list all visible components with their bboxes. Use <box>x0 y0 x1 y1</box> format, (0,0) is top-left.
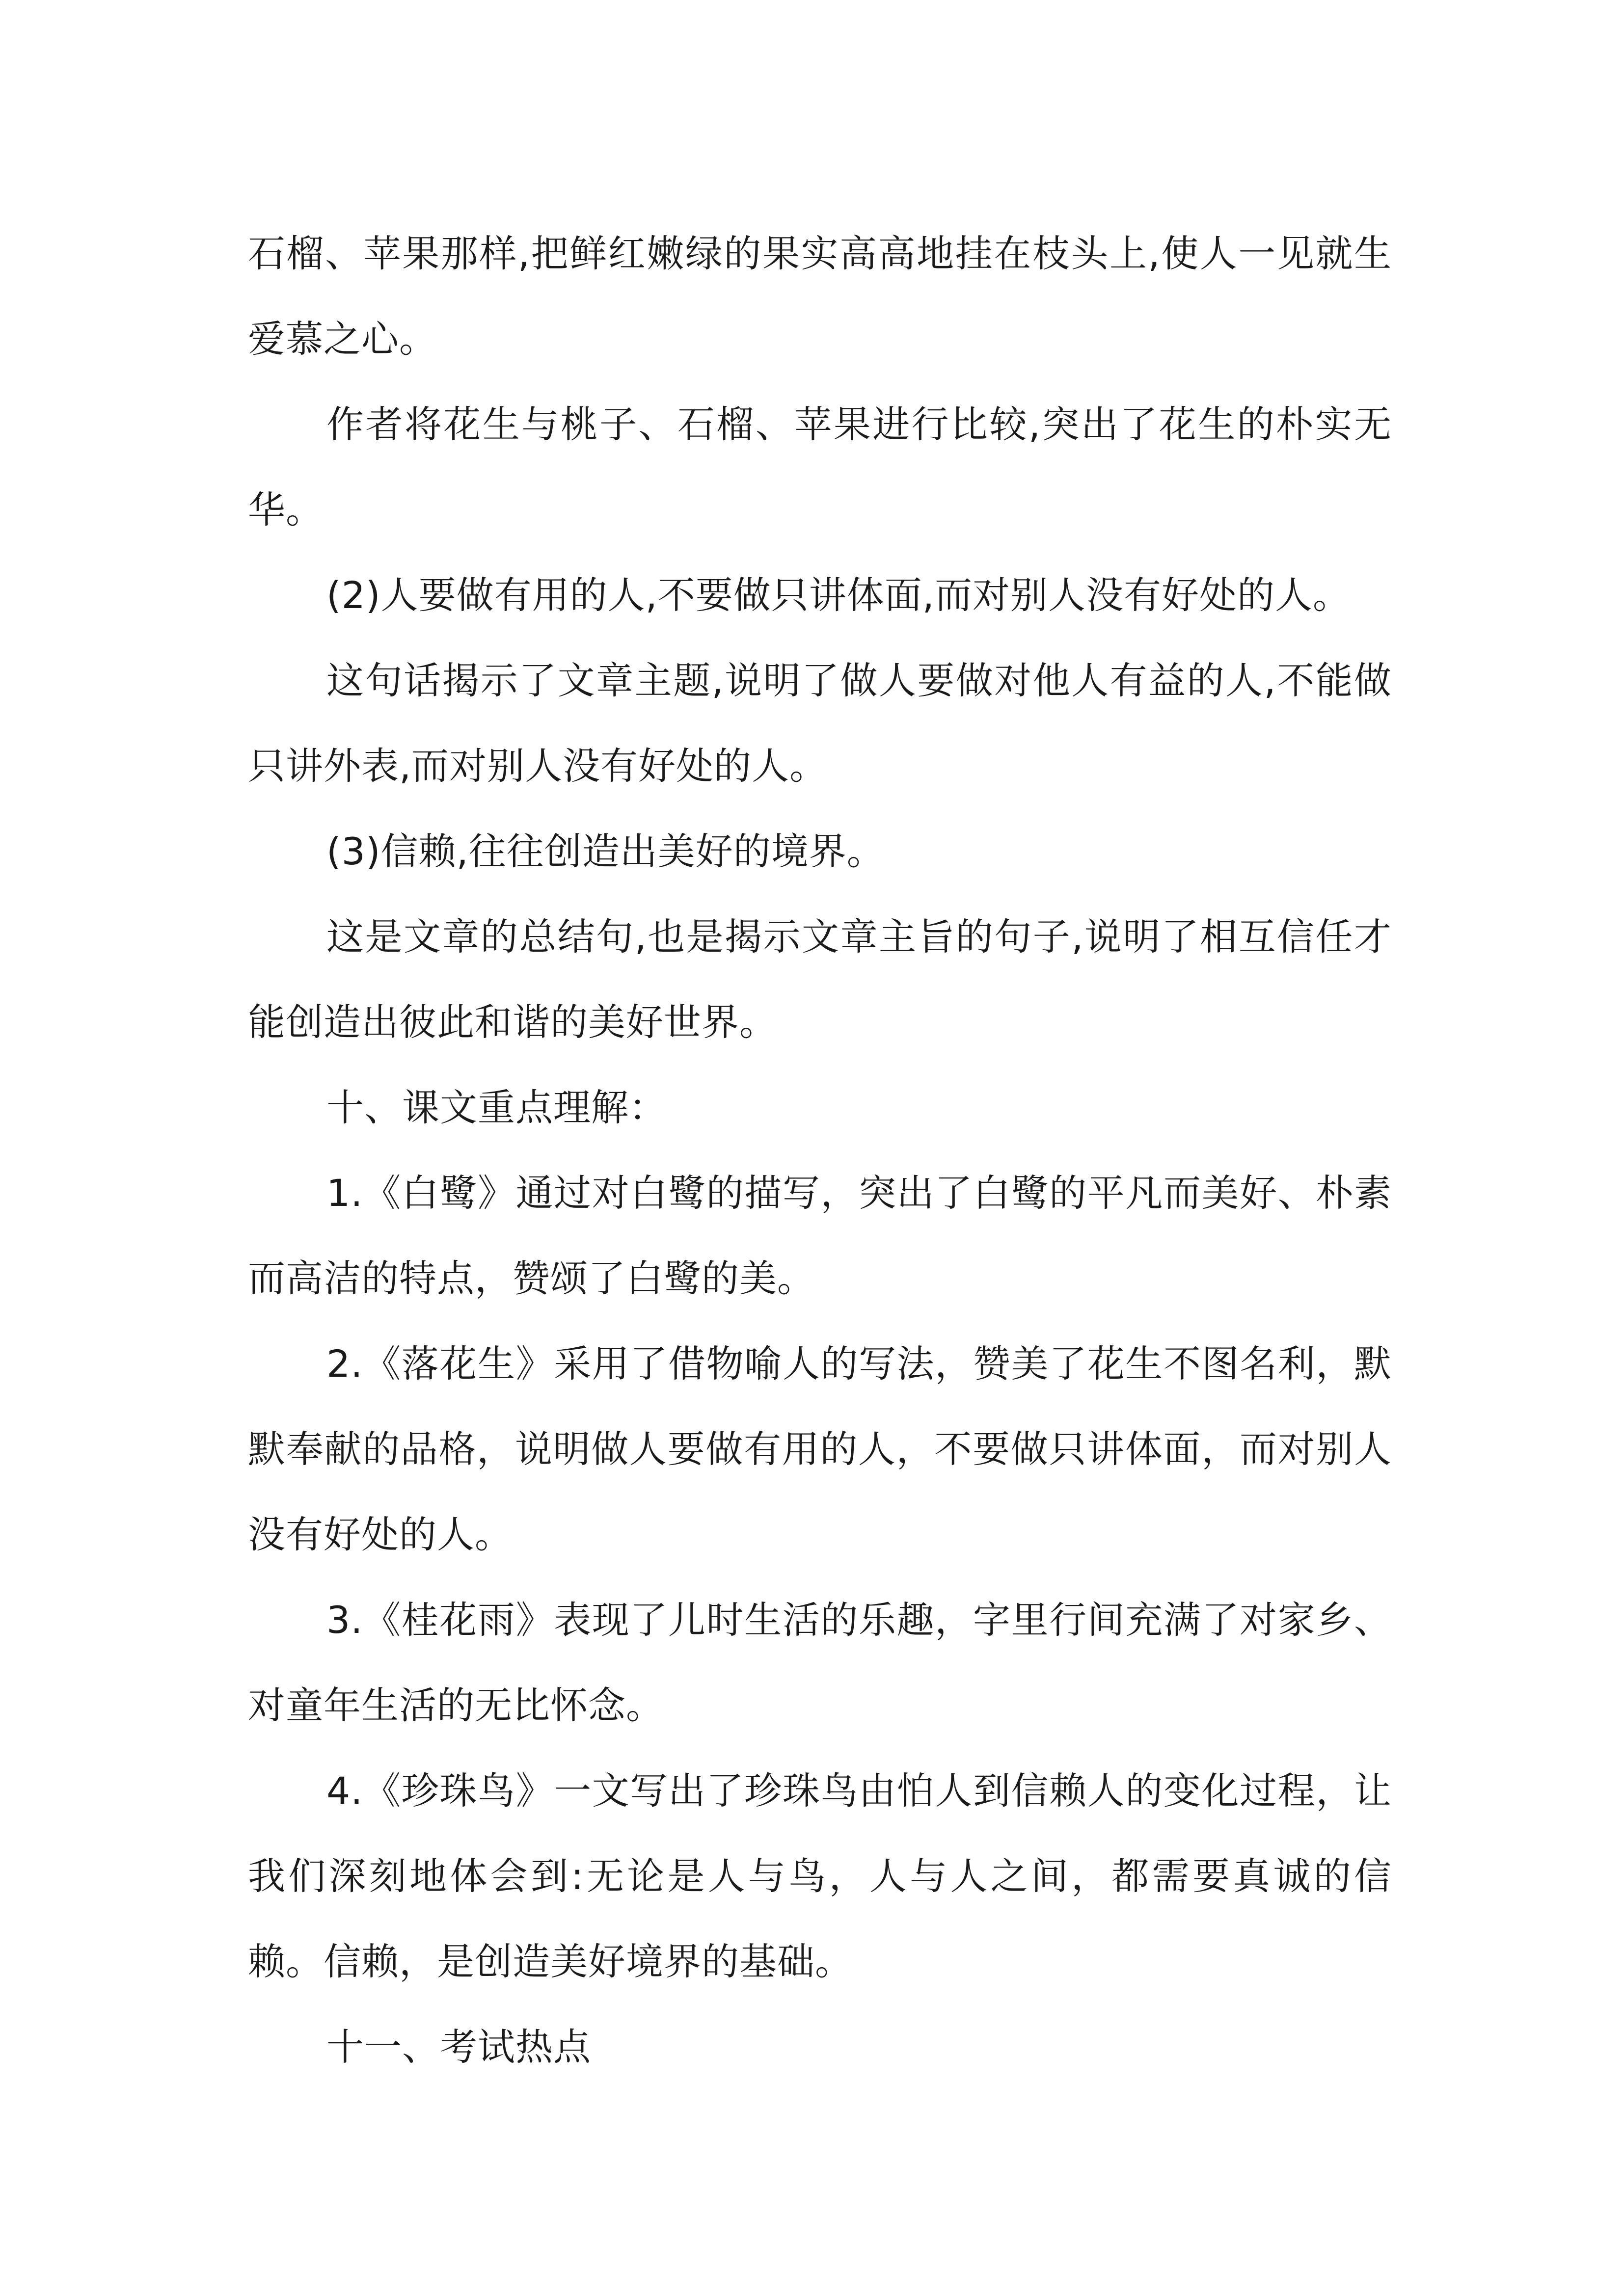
paragraph-quote-3-explanation: 这是文章的总结句,也是揭示文章主旨的句子,说明了相互信任才能创造出彼此和谐的美好世界。 <box>248 915 1392 1044</box>
paragraph-peanut-comparison: 作者将花生与桃子、石榴、苹果进行比较,突出了花生的朴实无华。 <box>248 402 1392 532</box>
section-heading-11: 十一、考试热点 <box>326 2025 591 2069</box>
document-body <box>248 211 1392 2090</box>
paragraph-quote-3: (3)信赖,往往创造出美好的境界。 <box>326 829 885 873</box>
list-item-3-osmanthus-rain: 3.《桂花雨》表现了儿时生活的乐趣，字里行间充满了对家乡、对童年生活的无比怀念。 <box>248 1598 1392 1727</box>
list-item-2-peanut: 2.《落花生》采用了借物喻人的写法，赞美了花生不图名利，默默奉献的品格，说明做人要做有用的人，不要做只讲体面，而对别人没有好处的人。 <box>248 1342 1392 1556</box>
paragraph-quote-2: (2)人要做有用的人,不要做只讲体面,而对别人没有好处的人。 <box>326 573 1351 617</box>
section-heading-10: 十、课文重点理解： <box>326 1086 667 1129</box>
list-item-1-egret: 1.《白鹭》通过对白鹭的描写，突出了白鹭的平凡而美好、朴素而高洁的特点，赞颂了白鹭的美。 <box>248 1171 1392 1300</box>
list-item-4-pearl-bird: 4.《珍珠鸟》一文写出了珍珠鸟由怕人到信赖人的变化过程，让我们深刻地体会到:无论是人与鸟，人与人之间，都需要真诚的信赖。信赖，是创造美好境界的基础。 <box>248 1769 1392 1983</box>
paragraph-continuation: 石榴、苹果那样,把鲜红嫩绿的果实高高地挂在枝头上,使人一见就生爱慕之心。 <box>248 232 1392 361</box>
paragraph-quote-2-explanation: 这句话揭示了文章主题,说明了做人要做对他人有益的人,不能做只讲外表,而对别人没有好处的人。 <box>248 659 1392 788</box>
